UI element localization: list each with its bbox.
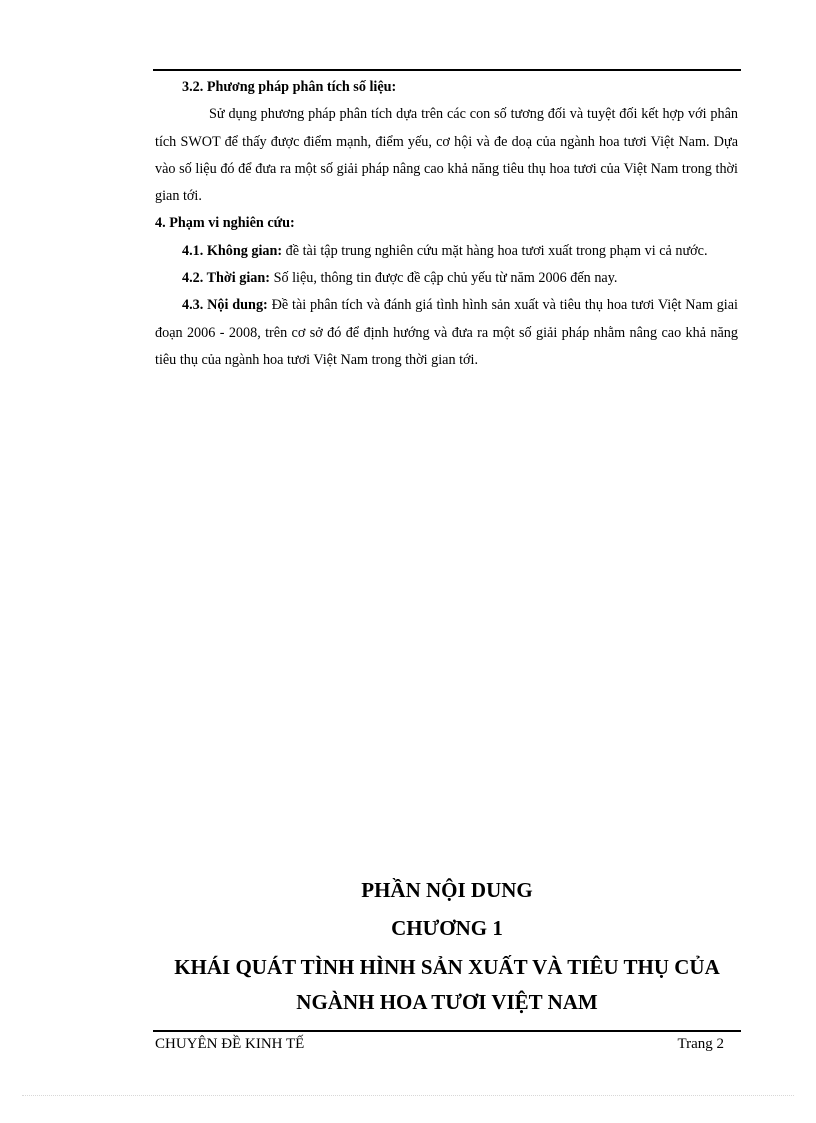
header-rule (153, 69, 741, 71)
section-4-3-label: 4.3. Nội dung: (182, 297, 268, 314)
section-4-heading: 4. Phạm vi nghiên cứu: (155, 215, 295, 232)
section-4-2-label: 4.2. Thời gian: (182, 270, 271, 287)
section-4-1-item (155, 238, 738, 265)
page-number: Trang 2 (677, 1036, 724, 1052)
section-4-1-text: đề tài tập trung nghiên cứu mặt hàng hoa tươi xuất trong phạm vi cả nước. (282, 242, 708, 259)
chapter-subtitle-line-2: NGÀNH HOA TƯƠI VIỆT NAM (296, 990, 598, 1014)
section-4-1-label: 4.1. Không gian: (182, 242, 283, 259)
section-4-2-text: Số liệu, thông tin được đề cập chủ yếu từ năm 2006 đến nay. (270, 270, 618, 287)
section-3-2-heading: 3.2. Phương pháp phân tích số liệu: (182, 79, 397, 95)
section-4-3-item (155, 292, 738, 374)
footer-rule (153, 1030, 741, 1032)
footer-label: CHUYÊN ĐỀ KINH TẾ (155, 1036, 305, 1052)
page-edge-divider (22, 1095, 794, 1096)
chapter-subtitle-line-1: KHÁI QUÁT TÌNH HÌNH SẢN XUẤT VÀ TIÊU THỤ CỦA (174, 955, 720, 979)
document-body (155, 74, 738, 374)
section-4-3-text: Đề tài phân tích và đánh giá tình hình sản xuất và tiêu thụ hoa tươi Việt Nam giai đoạn 2006 - 2008, trên cơ sở đó để định hướng và đưa ra một số giải pháp nhằm nâng cao khả năng tiêu thụ của ngành hoa tươi Việt Nam trong thời gian tới. (155, 297, 738, 368)
section-3-2-paragraph: Sử dụng phương pháp phân tích dựa trên các con số tương đối và tuyệt đối kết hợp với phân tích SWOT để thấy được điểm mạnh, điểm yếu, cơ hội và đe doạ của ngành hoa tươi Việt Nam. Dựa vào số liệu đó để đưa ra một số giải pháp nâng cao khả năng tiêu thụ hoa tươi của Việt Nam trong thời gian tới. (155, 106, 738, 205)
part-title: PHẦN NỘI DUNG (361, 878, 533, 902)
section-4-2-item (155, 265, 738, 292)
chapter-title: CHƯƠNG 1 (391, 916, 503, 940)
